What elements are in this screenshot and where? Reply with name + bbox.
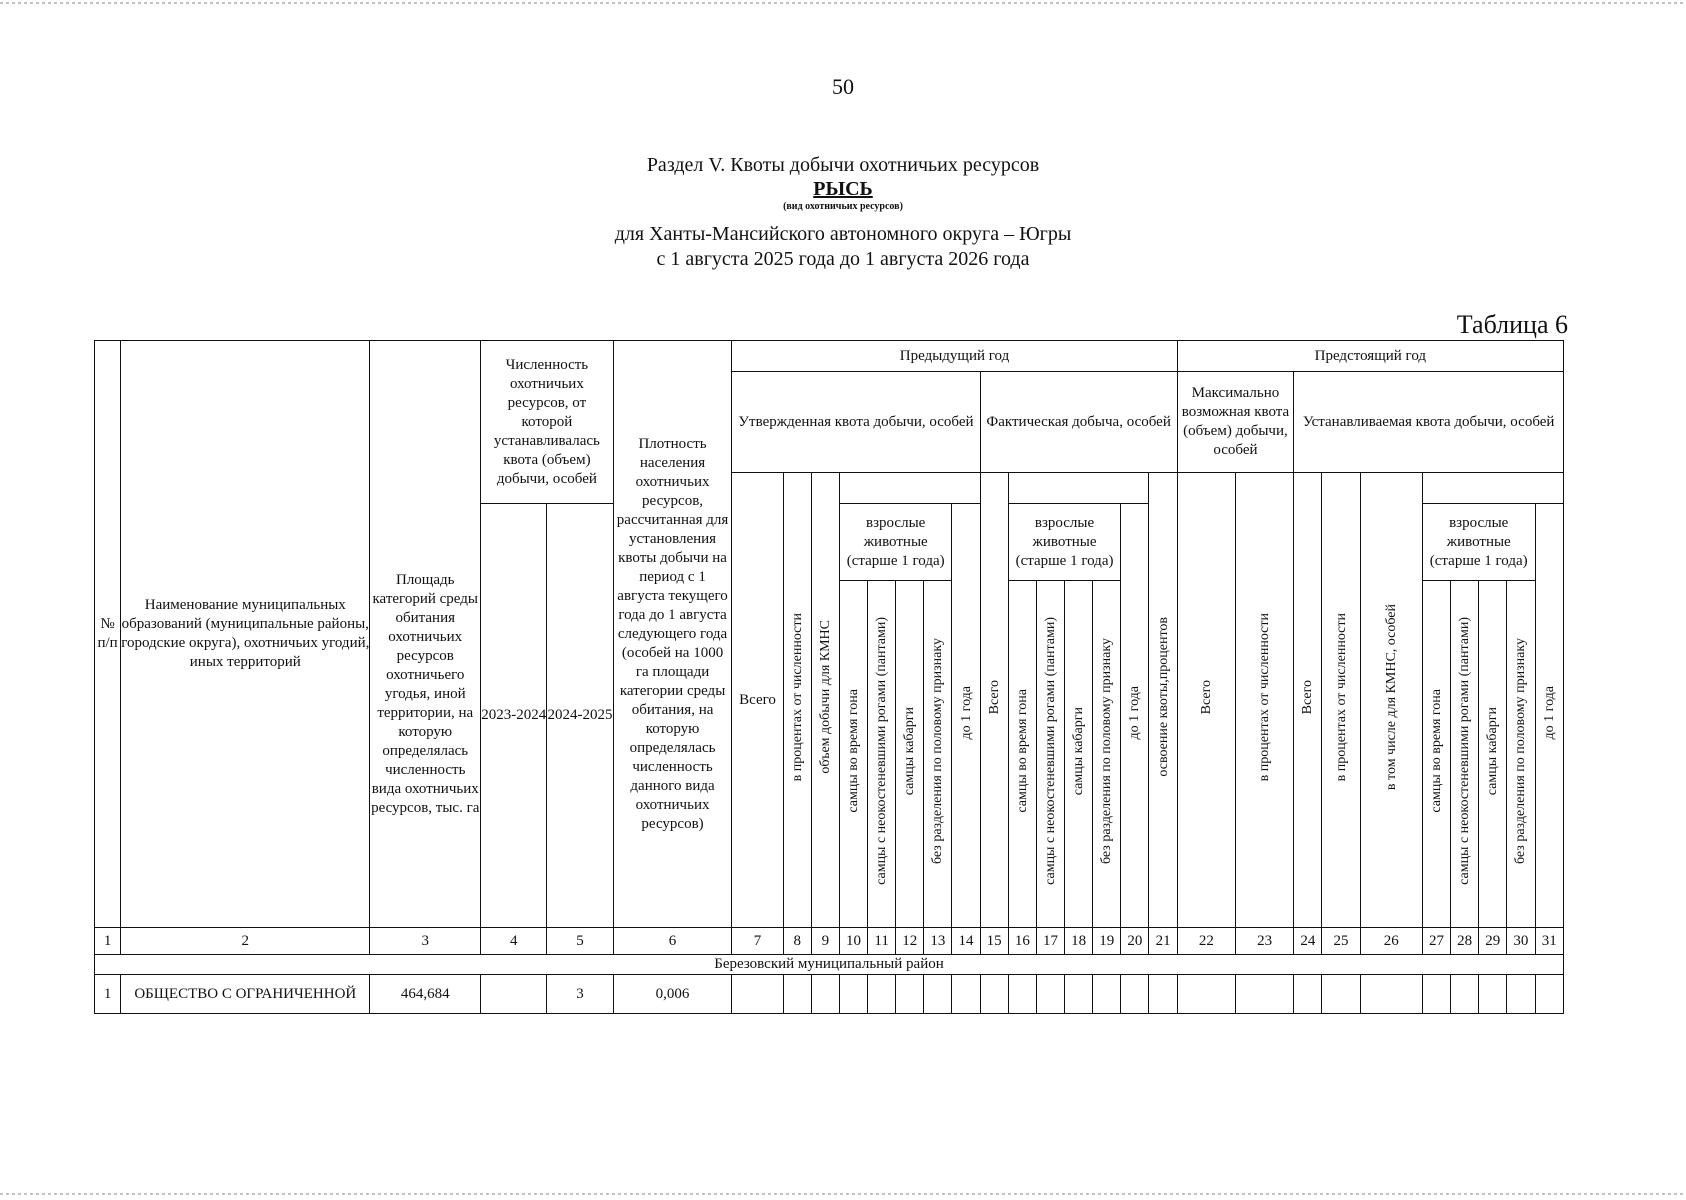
column-number: 29: [1479, 928, 1507, 955]
column-number: 14: [952, 928, 980, 955]
cell-empty: [1065, 975, 1093, 1014]
header-set-total: Всего: [1294, 473, 1322, 928]
header-set-under1: до 1 года: [1535, 504, 1564, 928]
cell-empty: [1294, 975, 1322, 1014]
cell-empty: [1507, 975, 1535, 1014]
column-number: 8: [783, 928, 811, 955]
header-set-rut: самцы во время гона: [1422, 581, 1450, 928]
header-set-kmns: в том числе для КМНС, особей: [1360, 473, 1422, 928]
column-number: 1: [95, 928, 121, 955]
cell-empty: [1322, 975, 1360, 1014]
column-number-row: [95, 928, 1564, 955]
column-number: 9: [811, 928, 839, 955]
cell-empty: [1479, 975, 1507, 1014]
column-number: 27: [1422, 928, 1450, 955]
header-max-total: Всего: [1177, 473, 1235, 928]
header-set-antlers: самцы с неокостеневшими рогами (пантами): [1451, 581, 1479, 928]
cell-empty: [783, 975, 811, 1014]
species-note: (вид охотничьих ресурсов): [783, 201, 903, 212]
column-number: 26: [1360, 928, 1422, 955]
column-number: 11: [868, 928, 896, 955]
cell-pop-a: [481, 975, 547, 1014]
header-approved-total: Всего: [732, 473, 783, 928]
cell-area: 464,684: [370, 975, 481, 1014]
header-actual-antlers: самцы с неокостеневшими рогами (пантами): [1036, 581, 1064, 928]
cell-empty: [1008, 975, 1036, 1014]
column-number: 25: [1322, 928, 1360, 955]
header-approved-blank: [839, 473, 980, 504]
column-number: 31: [1535, 928, 1564, 955]
column-number: 5: [547, 928, 613, 955]
header-approved-pct: в процентах от численности: [783, 473, 811, 928]
column-number: 19: [1093, 928, 1121, 955]
column-number: 4: [481, 928, 547, 955]
cell-empty: [1235, 975, 1293, 1014]
column-number: 13: [924, 928, 952, 955]
cell-pop-b: 3: [547, 975, 613, 1014]
cell-empty: [980, 975, 1008, 1014]
column-number: 28: [1451, 928, 1479, 955]
cell-empty: [952, 975, 980, 1014]
cell-no: 1: [95, 975, 121, 1014]
column-number: 16: [1008, 928, 1036, 955]
cell-empty: [1149, 975, 1177, 1014]
cell-name: ОБЩЕСТВО С ОГРАНИЧЕННОЙ: [121, 975, 370, 1014]
header-set-blank: [1422, 473, 1563, 504]
header-population: Численность охотничьих ресурсов, от которой устанавливалась квота (объем) добычи, особей: [481, 341, 614, 504]
column-number: 2: [121, 928, 370, 955]
cell-empty: [839, 975, 867, 1014]
column-number: 24: [1294, 928, 1322, 955]
header-set-nosex: без разделения по половому признаку: [1507, 581, 1535, 928]
header-actual-under1: до 1 года: [1121, 504, 1149, 928]
header-approved-rut: самцы во время гона: [839, 581, 867, 928]
header-approved-nosex: без разделения по половому признаку: [924, 581, 952, 928]
column-number: 7: [732, 928, 783, 955]
cell-empty: [868, 975, 896, 1014]
header-actual-rut: самцы во время гона: [1008, 581, 1036, 928]
column-number: 30: [1507, 928, 1535, 955]
cell-empty: [1036, 975, 1064, 1014]
header-density: Плотность населения охотничьих ресурсов, рассчитанная для установления квоты добычи на период с 1 августа текущего года до 1 августа следующего года (особей на 1000 га площади категории среды обитания, на которую определялась численность данного вида охотничьих ресурсов): [613, 341, 732, 928]
header-max-quota: Максимально возможная квота (объем) добычи, особей: [1177, 372, 1294, 473]
header-year-a: 2023-2024: [481, 504, 547, 928]
cell-empty: [1121, 975, 1149, 1014]
column-number: 3: [370, 928, 481, 955]
header-year-b: 2024-2025: [547, 504, 613, 928]
cell-empty: [1093, 975, 1121, 1014]
cell-density: 0,006: [613, 975, 732, 1014]
column-number: 18: [1065, 928, 1093, 955]
header-actual-musk: самцы кабарги: [1065, 581, 1093, 928]
cell-empty: [732, 975, 783, 1014]
header-actual-blank: [1008, 473, 1149, 504]
header-approved-kmns: объем добычи для КМНС: [811, 473, 839, 928]
period-line: с 1 августа 2025 года до 1 августа 2026 года: [656, 248, 1030, 270]
header-approved-adults: взрослые животные (старше 1 года): [839, 504, 952, 581]
header-approved-antlers: самцы с неокостеневшими рогами (пантами): [868, 581, 896, 928]
cell-empty: [811, 975, 839, 1014]
document-heading: [0, 152, 1686, 272]
header-next-year: Предстоящий год: [1177, 341, 1563, 372]
scan-edge-bottom: [0, 1193, 1686, 1195]
header-quota-use: освоение квоты,процентов: [1149, 473, 1177, 928]
table-row: [95, 975, 1564, 1014]
column-number: 12: [896, 928, 924, 955]
header-set-quota: Устанавливаемая квота добычи, особей: [1294, 372, 1564, 473]
cell-empty: [1422, 975, 1450, 1014]
column-number: 15: [980, 928, 1008, 955]
species-name: РЫСЬ: [813, 178, 873, 200]
header-no: № п/п: [95, 341, 121, 928]
header-approved-musk: самцы кабарги: [896, 581, 924, 928]
region-line: для Ханты-Мансийского автономного округа – Югры: [614, 223, 1072, 245]
cell-empty: [896, 975, 924, 1014]
column-number: 22: [1177, 928, 1235, 955]
header-set-pct: в процентах от численности: [1322, 473, 1360, 928]
header-prev-year: Предыдущий год: [732, 341, 1177, 372]
cell-empty: [1360, 975, 1422, 1014]
column-number: 17: [1036, 928, 1064, 955]
header-approved-under1: до 1 года: [952, 504, 980, 928]
district-row: Березовский муниципальный район: [95, 955, 1564, 975]
header-max-pct: в процентах от численности: [1235, 473, 1293, 928]
column-number: 6: [613, 928, 732, 955]
column-number: 10: [839, 928, 867, 955]
header-area: Площадь категорий среды обитания охотничьих ресурсов охотничьего угодья, иной территории, на которую определялась численность вида охотничьих ресурсов, тыс. га: [370, 341, 481, 928]
section-title: Раздел V. Квоты добычи охотничьих ресурсов: [646, 154, 1040, 176]
column-number: 23: [1235, 928, 1293, 955]
header-approved-quota: Утвержденная квота добычи, особей: [732, 372, 980, 473]
page-number: 50: [832, 74, 854, 99]
header-actual-nosex: без разделения по половому признаку: [1093, 581, 1121, 928]
cell-empty: [1451, 975, 1479, 1014]
header-name: Наименование муниципальных образований (муниципальные районы, городские округа), охотничьих угодий, иных территорий: [121, 341, 370, 928]
cell-empty: [1177, 975, 1235, 1014]
header-set-adults: взрослые животные (старше 1 года): [1422, 504, 1535, 581]
header-set-musk: самцы кабарги: [1479, 581, 1507, 928]
scan-edge-top: [0, 2, 1686, 4]
table-label: Таблица 6: [1456, 310, 1568, 339]
header-actual-total: Всего: [980, 473, 1008, 928]
header-actual-harvest: Фактическая добыча, особей: [980, 372, 1177, 473]
cell-empty: [924, 975, 952, 1014]
quota-table: [94, 340, 1564, 1014]
column-number: 21: [1149, 928, 1177, 955]
cell-empty: [1535, 975, 1564, 1014]
column-number: 20: [1121, 928, 1149, 955]
header-actual-adults: взрослые животные (старше 1 года): [1008, 504, 1121, 581]
